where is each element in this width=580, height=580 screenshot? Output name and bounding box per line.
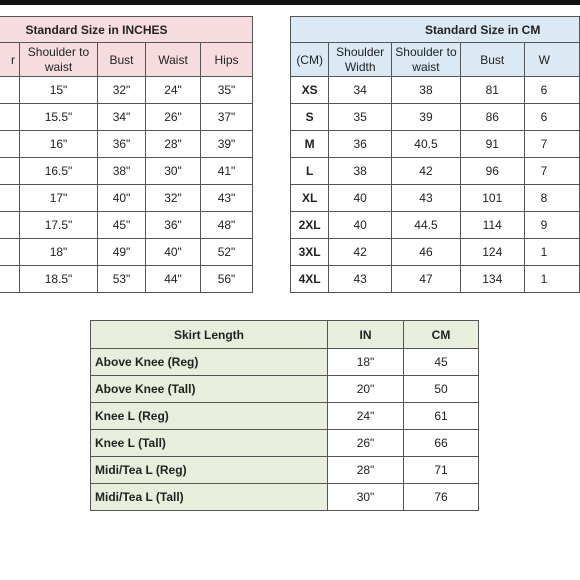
cell: 66 [404,430,479,457]
size-cell: S [291,104,329,131]
cm-table-title: Standard Size in CM [291,17,580,43]
table-row [0,158,253,185]
cell: 18.5" [20,266,98,293]
cell: 1 [524,266,579,293]
cell: 56" [201,266,253,293]
cell: 16.5" [20,158,98,185]
table-row [0,185,253,212]
cell: 40.5 [392,131,461,158]
cell: 32" [146,185,201,212]
cell [0,77,20,104]
table-row [0,77,253,104]
table-row [0,212,253,239]
cell: 16" [20,131,98,158]
cell: 30" [328,484,404,511]
cell: 18" [20,239,98,266]
table-row [291,185,580,212]
cell [0,131,20,158]
cell: 36" [146,212,201,239]
cell: 48" [201,212,253,239]
cm-header-bust: Bust [460,43,524,77]
cell: 45" [98,212,146,239]
skirt-header-length: Skirt Length [91,321,328,349]
cell: 40 [329,212,392,239]
cell: 76 [404,484,479,511]
skirt-name-cell: Knee L (Reg) [91,403,328,430]
cell: 71 [404,457,479,484]
cell: 41" [201,158,253,185]
cm-header-size: (CM) [291,43,329,77]
cell [0,158,20,185]
size-cell: 3XL [291,239,329,266]
skirt-name-cell: Midi/Tea L (Reg) [91,457,328,484]
top-border [0,0,580,5]
cell: 40" [98,185,146,212]
cell: 43 [392,185,461,212]
cell: 7 [524,158,579,185]
cm-header-shoulder-to-waist: Shoulder to waist [392,43,461,77]
cell: 6 [524,104,579,131]
cell: 43" [201,185,253,212]
inches-header-hips: Hips [201,43,253,77]
cell: 36 [329,131,392,158]
cell: 124 [460,239,524,266]
table-row [91,457,479,484]
cell: 28" [328,457,404,484]
table-row [0,239,253,266]
skirt-name-cell: Above Knee (Tall) [91,376,328,403]
cell: 61 [404,403,479,430]
table-row [0,266,253,293]
cm-header-row [291,43,580,77]
cell: 40 [329,185,392,212]
cell: 1 [524,239,579,266]
cell: 35 [329,104,392,131]
cell: 81 [460,77,524,104]
skirt-header-cm: CM [404,321,479,349]
cm-header-waist: W [524,43,579,77]
inches-header-row [0,43,253,77]
cell: 96 [460,158,524,185]
size-cell: L [291,158,329,185]
cell: 46 [392,239,461,266]
cell [0,266,20,293]
cell: 52" [201,239,253,266]
table-row [291,77,580,104]
size-cell: 4XL [291,266,329,293]
cell: 39" [201,131,253,158]
cell: 43 [329,266,392,293]
table-row [91,484,479,511]
cell: 15" [20,77,98,104]
cell: 37" [201,104,253,131]
table-row [291,212,580,239]
inches-header-waist: Waist [146,43,201,77]
skirt-header-in: IN [328,321,404,349]
size-cell: XS [291,77,329,104]
cell: 44" [146,266,201,293]
cell: 134 [460,266,524,293]
cell [0,104,20,131]
skirt-length-table [90,320,479,511]
cell: 91 [460,131,524,158]
size-cell: M [291,131,329,158]
cell: 24" [328,403,404,430]
cell: 32" [98,77,146,104]
inches-size-table [0,16,253,293]
cell: 34 [329,77,392,104]
table-row [291,131,580,158]
cell: 6 [524,77,579,104]
cell: 38 [392,77,461,104]
cell: 42 [329,239,392,266]
table-row [291,266,580,293]
cell: 49" [98,239,146,266]
inches-table-title: Standard Size in INCHES [0,17,253,43]
cell: 86 [460,104,524,131]
cell: 8 [524,185,579,212]
cell: 53" [98,266,146,293]
cell: 17.5" [20,212,98,239]
table-row [291,158,580,185]
table-row [291,104,580,131]
table-row [0,104,253,131]
cell: 45 [404,349,479,376]
skirt-name-cell: Knee L (Tall) [91,430,328,457]
cell: 30" [146,158,201,185]
cell: 38 [329,158,392,185]
cell: 17" [20,185,98,212]
cell: 24" [146,77,201,104]
cell [0,212,20,239]
cell [0,185,20,212]
cell: 35" [201,77,253,104]
cell: 101 [460,185,524,212]
cell: 15.5" [20,104,98,131]
inches-header-shoulder-to-waist: Shoulder to waist [20,43,98,77]
cell: 42 [392,158,461,185]
table-row [91,349,479,376]
cm-size-table [290,16,580,293]
cell: 44.5 [392,212,461,239]
cell: 7 [524,131,579,158]
size-cell: XL [291,185,329,212]
cell: 38" [98,158,146,185]
cell: 36" [98,131,146,158]
cell: 114 [460,212,524,239]
table-row [91,376,479,403]
cell [0,239,20,266]
skirt-header-row [91,321,479,349]
table-row [91,403,479,430]
skirt-name-cell: Above Knee (Reg) [91,349,328,376]
cell: 9 [524,212,579,239]
table-row [291,239,580,266]
cell: 26" [146,104,201,131]
inches-header-bust: Bust [98,43,146,77]
cell: 47 [392,266,461,293]
cell: 28" [146,131,201,158]
size-cell: 2XL [291,212,329,239]
table-row [91,430,479,457]
cell: 39 [392,104,461,131]
cell: 18" [328,349,404,376]
cell: 40" [146,239,201,266]
cell: 20" [328,376,404,403]
cell: 50 [404,376,479,403]
cell: 34" [98,104,146,131]
inches-header-size: r [0,43,20,77]
cell: 26" [328,430,404,457]
cm-header-shoulder-width: Shoulder Width [329,43,392,77]
table-row [0,131,253,158]
skirt-name-cell: Midi/Tea L (Tall) [91,484,328,511]
